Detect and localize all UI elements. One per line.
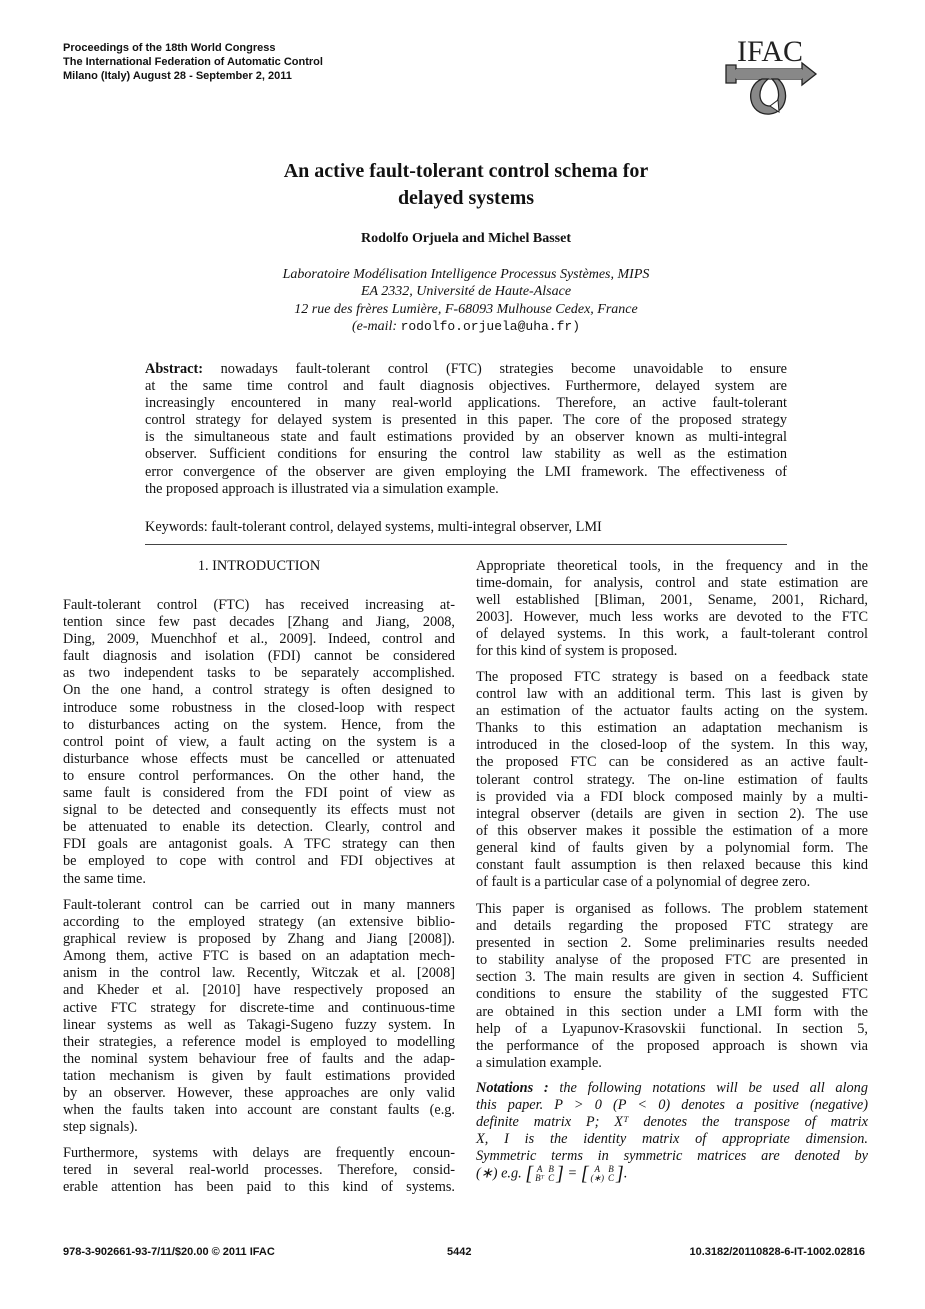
text-line: section 3. The main results are given in section 4. Sufficient	[476, 969, 868, 986]
text-line: Furthermore, systems with delays are frequently encoun-	[63, 1145, 455, 1161]
notation-line	[476, 1148, 868, 1165]
text-line: of delayed systems. In this work, a fault-tolerant control	[476, 626, 868, 643]
text-line: of fault is a particular case of a polynomial of degree zero.	[476, 874, 811, 891]
text-line: presented in section 2. Some preliminaries results needed	[476, 935, 868, 952]
bracket-left: [	[525, 1163, 534, 1186]
header-line: Milano (Italy) August 28 - September 2, 2011	[63, 70, 292, 82]
text-line: for this kind of system is proposed.	[476, 643, 678, 660]
text-line: disturbance whose effects must be cancelled or attenuated	[63, 750, 455, 767]
email-address: rodolfo.orjuela@uha.fr)	[400, 319, 581, 335]
notation-text: X, I is the identity matrix of appropriate dimension.	[476, 1131, 868, 1148]
text-line: integral observer (details are given in section 2). The use	[476, 805, 868, 822]
notation-line	[476, 1163, 868, 1186]
text-line: Fault-tolerant control (FTC) has received increasing at-	[63, 597, 455, 613]
text-line: general kind of faults given by a polynomial form. The	[476, 839, 868, 856]
notation-text: (∗) e.g.	[476, 1165, 526, 1182]
abstract-text: the proposed approach is illustrated via a simulation example.	[145, 480, 499, 497]
text-line: introduced in the closed-loop of the system. In this way,	[476, 737, 868, 754]
text-line: erable attention has been paid to this kind of systems.	[63, 1179, 455, 1196]
text-line: introduce some robustness in the closed-loop with respect	[63, 699, 455, 716]
notation-text: definite matrix P; Xᵀ denotes the transpose of matrix	[476, 1114, 868, 1131]
notation-text: the following notations will be used all along	[548, 1080, 868, 1096]
svg-text:IFAC: IFAC	[737, 35, 803, 68]
text-line: tention since few past decades [Zhang and Jiang, 2008,	[63, 614, 455, 631]
text-line: Ding, 2009, Muenchhof et al., 2009]. Indeed, control and	[63, 631, 455, 648]
footer-page-number: 5442	[447, 1246, 472, 1258]
text-line: as two independent tasks to be separately accomplished.	[63, 665, 455, 682]
text-line: when the faults taken into account are constant faults (e.g.	[63, 1102, 455, 1119]
abstract-text: observer. Sufficient conditions for ensuring the control law stability as well as the estimation	[145, 446, 787, 463]
affiliation-line: EA 2332, Université de Haute-Alsace	[360, 284, 572, 300]
period: .	[623, 1165, 628, 1182]
text-line: and Kheder et al. [2010] have respectively proposed an	[63, 982, 455, 999]
matrix-entry: Bᵀ	[535, 1173, 545, 1184]
text-line: the proposed FTC can be considered as an active fault-	[476, 754, 868, 771]
matrix-column	[590, 1165, 604, 1183]
text-line: is provided via a FDI block composed mainly by a multi-	[476, 788, 868, 805]
text-line: active FTC strategy for discrete-time and continuous-time	[63, 999, 455, 1016]
text-line: linear systems as well as Takagi-Sugeno fuzzy system. In	[63, 1016, 455, 1033]
ifac-logo	[722, 34, 818, 118]
abstract-line	[145, 395, 787, 412]
matrix-column	[548, 1165, 554, 1183]
abstract-text: nowadays fault-tolerant control (FTC) strategies become unavoidable to ensure	[202, 361, 787, 377]
text-line: to disturbances acting on the system. Hence, from the	[63, 716, 455, 733]
affiliation-line: 12 rue des frères Lumière, F-68093 Mulhouse Cedex, France	[294, 301, 638, 317]
text-line: are obtained in this section under a LMI form with the	[476, 1003, 868, 1020]
section-heading: 1. INTRODUCTION	[197, 558, 321, 574]
divider	[145, 544, 787, 545]
matrix-entry: (∗)	[590, 1173, 605, 1184]
text-line: The proposed FTC strategy is based on a feedback state	[476, 669, 868, 685]
abstract-text: increasingly encountered in many real-world applications. Therefore, an active fault-tolerant	[145, 395, 787, 412]
equals-sign: =	[563, 1165, 581, 1182]
text-line: a simulation example.	[476, 1054, 602, 1071]
text-line: be employed to cope with control and FDI objectives at	[63, 853, 455, 870]
lhs-matrix	[525, 1163, 564, 1186]
text-line: an estimation of the actuator faults acting on the system.	[476, 703, 868, 720]
text-line: control law with an additional term. This last is given by	[476, 686, 868, 703]
notation-line	[476, 1131, 868, 1148]
matrix-entry: C	[608, 1173, 615, 1184]
footer-isbn: 978-3-902661-93-7/11/$20.00 © 2011 IFAC	[63, 1246, 275, 1258]
notations-label: Notations :	[476, 1080, 549, 1096]
text-line: Fault-tolerant control can be carried out in many manners	[63, 897, 455, 913]
abstract-line	[145, 429, 787, 446]
rhs-matrix	[580, 1163, 624, 1186]
text-line: graphical review is proposed by Zhang and Jiang [2008]).	[63, 931, 455, 948]
right-paragraph	[476, 669, 868, 891]
title-line: An active fault-tolerant control schema for	[283, 160, 649, 182]
text-line: 2003]. However, much less works are devoted to the FTC	[476, 609, 868, 626]
matrix-entry: B	[548, 1164, 554, 1175]
notation-line	[476, 1080, 868, 1097]
text-line: signal to be detected and consequently its effects must not	[63, 802, 455, 819]
abstract-text: is the simultaneous state and fault estimations provided by an observer known as multi-integral	[145, 429, 787, 446]
footer-doi: 10.3182/20110828-6-IT-1002.02816	[689, 1246, 865, 1258]
text-line: to stability analyse of the proposed FTC are presented in	[476, 952, 868, 969]
text-line: conditions to ensure the stability of the suggested FTC	[476, 986, 868, 1003]
header-line: Proceedings of the 18th World Congress	[63, 42, 276, 54]
email-label: (e-mail:	[351, 319, 401, 335]
text-line: to ensure control performances. On the other hand, the	[63, 767, 455, 784]
text-line: time-domain, for analysis, control and state estimation are	[476, 575, 868, 592]
right-paragraph	[476, 558, 868, 661]
abstract-label: Abstract:	[145, 361, 203, 377]
text-line: same fault is considered from the FDI point of view as	[63, 785, 455, 802]
text-line: according to the employed strategy (an extensive biblio-	[63, 914, 455, 931]
title-line: delayed systems	[397, 187, 535, 209]
text-line: Thanks to this estimation an adaptation mechanism is	[476, 720, 868, 737]
text-line: anism in the control law. Recently, Witczak et al. [2008]	[63, 965, 455, 982]
text-line: of this observer makes it possible the estimation of a more	[476, 822, 868, 839]
authors: Rodolfo Orjuela and Michel Basset	[361, 231, 571, 246]
notation-line	[476, 1114, 868, 1131]
text-line: tolerant control strategy. The on-line estimation of faults	[476, 771, 868, 788]
text-line: well established [Bliman, 2001, Sename, 2001, Richard,	[476, 592, 868, 609]
matrix-column	[535, 1165, 544, 1183]
text-line: control point of view, a fault acting on the system is a	[63, 733, 455, 750]
matrix-entry: B	[608, 1164, 614, 1175]
notation-text: this paper. P > 0 (P < 0) denotes a positive (negative)	[476, 1097, 868, 1114]
abstract-line	[145, 412, 787, 429]
proceedings-header	[63, 41, 323, 83]
text-line: tation mechanism is given by fault estimations provided	[63, 1067, 455, 1084]
text-line: On the one hand, a control strategy is often designed to	[63, 682, 455, 699]
header-line: The International Federation of Automatic Control	[63, 56, 323, 68]
text-line: by an observer. However, these approaches are only valid	[63, 1085, 455, 1102]
text-line: the performance of the proposed approach is shown via	[476, 1037, 868, 1054]
keywords: Keywords: fault-tolerant control, delayed systems, multi-integral observer, LMI	[145, 519, 602, 535]
right-paragraph	[476, 901, 868, 1072]
matrix-entry: C	[548, 1173, 555, 1184]
text-line: Appropriate theoretical tools, in the frequency and in the	[476, 558, 868, 574]
text-line: fault diagnosis and isolation (FDI) cannot be considered	[63, 648, 455, 665]
paper-title	[150, 158, 782, 212]
matrix-entry: A	[594, 1164, 600, 1175]
abstract-line	[145, 464, 787, 481]
text-line: help of a Lyapunov-Krasovskii functional. In section 5,	[476, 1020, 868, 1037]
text-line: the same time.	[63, 870, 146, 887]
text-line: This paper is organised as follows. The problem statement	[476, 901, 868, 917]
text-line: tered in several real-world processes. Therefore, consid-	[63, 1162, 455, 1179]
text-line: be attenuated to enable its detection. Clearly, control and	[63, 819, 455, 836]
abstract-line	[145, 378, 787, 395]
left-paragraph	[63, 1145, 455, 1196]
left-paragraph	[63, 597, 455, 888]
abstract-text: at the same time control and fault diagnosis objectives. Furthermore, delayed system are	[145, 378, 787, 395]
notation-text: Symmetric terms in symmetric matrices are denoted by	[476, 1148, 868, 1165]
notation-line	[476, 1097, 868, 1114]
text-line: Among them, active FTC is based on an adaptation mech-	[63, 948, 455, 965]
bracket-right: ]	[556, 1163, 564, 1186]
abstract-text: error convergence of the observer are given employing the LMI framework. The effectiveness of	[145, 463, 787, 480]
abstract-line	[145, 446, 787, 463]
abstract-line	[145, 481, 787, 498]
left-paragraph	[63, 897, 455, 1136]
text-line: step signals).	[63, 1119, 138, 1136]
bracket-right: ]	[616, 1163, 624, 1186]
bracket-left: [	[580, 1163, 589, 1186]
abstract	[145, 361, 787, 498]
matrix-column	[608, 1165, 614, 1183]
abstract-line	[145, 361, 787, 378]
matrix-entry: A	[536, 1164, 543, 1175]
affiliation-line: Laboratoire Modélisation Intelligence Processus Systèmes, MIPS	[282, 267, 650, 282]
text-line: constant fault assumption is then relaxed because this kind	[476, 857, 868, 874]
text-line: the nominal system behaviour free of faults and the adap-	[63, 1050, 455, 1067]
affiliation	[150, 266, 782, 336]
notations-paragraph	[476, 1080, 868, 1186]
text-line: FDI goals are antagonist goals. A TFC strategy can then	[63, 836, 455, 853]
text-line: their strategies, a reference model is employed to modelling	[63, 1033, 455, 1050]
text-line: and details regarding the proposed FTC strategy are	[476, 918, 868, 935]
abstract-text: control strategy for delayed system is presented in this paper. The core of the proposed strategy	[145, 412, 787, 429]
